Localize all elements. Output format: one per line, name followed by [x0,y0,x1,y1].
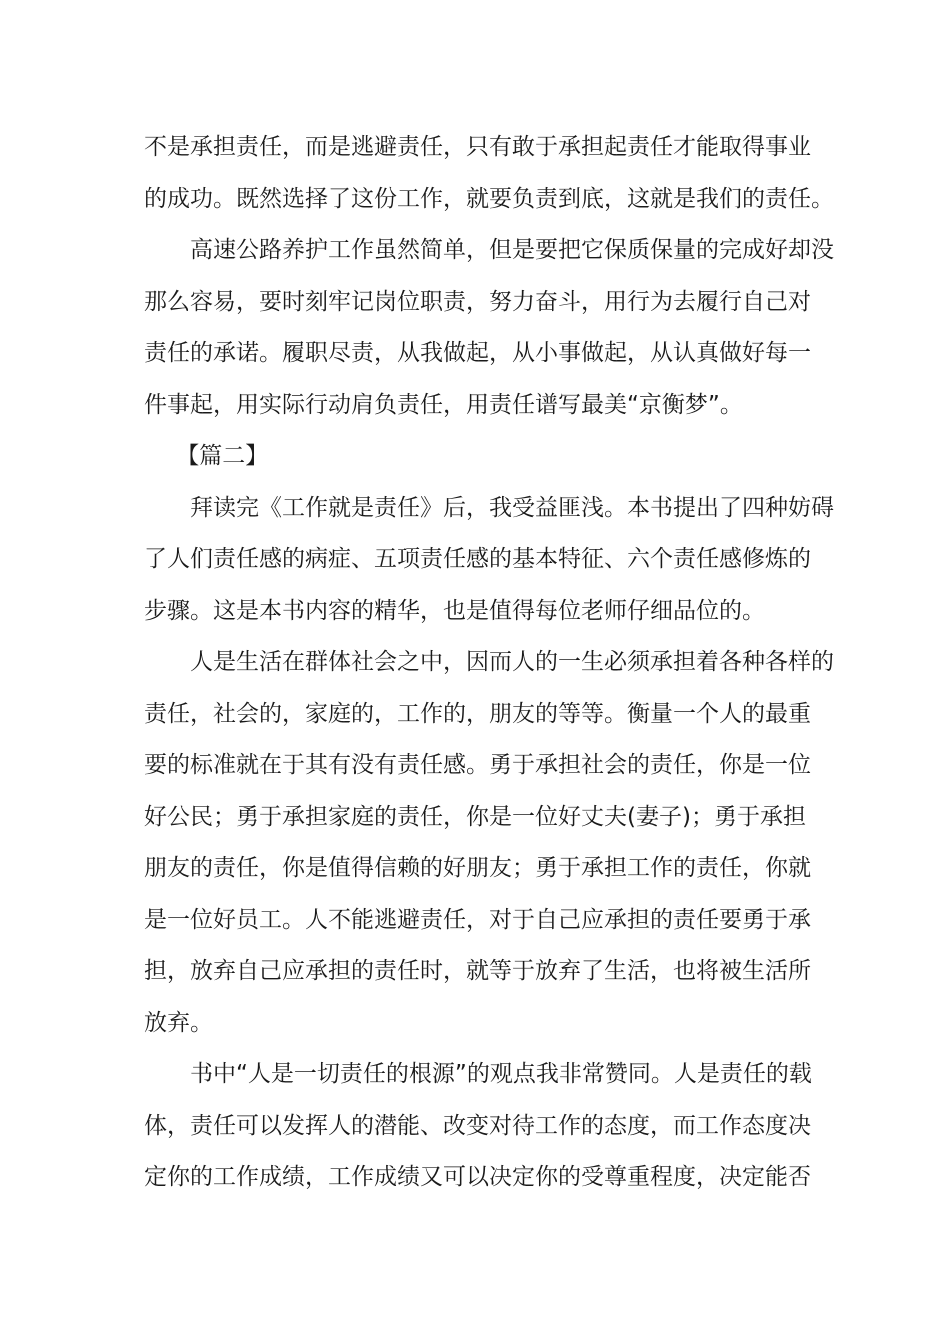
text-line: 定你的工作成绩，工作成绩又可以决定你的受尊重程度，决定能否 [144,1164,811,1190]
text-line: 放弃。 [144,1009,213,1036]
text-line: 担，放弃自己应承担的责任时，就等于放弃了生活，也将被生活所 [144,958,811,984]
text-line: 责任，社会的，家庭的，工作的，朋友的等等。衡量一个人的最重 [144,700,811,727]
paragraph-social-responsibility [144,637,834,1049]
paragraph-highway-maintenance [144,225,834,431]
text-line: 步骤。这是本书内容的精华，也是值得每位老师仔细品位的。 [144,597,765,624]
text-line: 体，责任可以发挥人的潜能、改变对待工作的态度，而工作态度决 [144,1112,811,1139]
text-line: 拜读完《工作就是责任》后，我受益匪浅。本书提出了四种妨碍 [190,494,834,521]
paragraph-book-intro [144,483,834,638]
text-line: 的成功。既然选择了这份工作，就要负责到底，这就是我们的责任。 [144,185,834,212]
text-line: 那么容易，要时刻牢记岗位职责，努力奋斗，用行为去履行自己对 [144,288,811,315]
text-line: 件事起，用实际行动肩负责任，用责任谱写最美“京衡梦”。 [144,391,743,418]
text-line: 要的标准就在于其有没有责任感。勇于承担社会的责任，你是一位 [144,752,811,778]
text-line: 高速公路养护工作虽然简单，但是要把它保质保量的完成好却没 [190,237,834,263]
document-body [144,122,834,1204]
paragraph-root-of-responsibility [144,1049,812,1204]
text-line: 责任的承诺。履职尽责，从我做起，从小事做起，从认真做好每一 [144,340,811,366]
text-line: 人是生活在群体社会之中，因而人的一生必须承担着各种各样的 [190,649,834,675]
text-line: 是一位好员工。人不能逃避责任，对于自己应承担的责任要勇于承 [144,906,811,933]
section-heading: 【篇二】 [176,443,269,469]
text-line: 朋友的责任，你是值得信赖的好朋友；勇于承担工作的责任，你就 [144,855,811,881]
text-line: 不是承担责任，而是逃避责任，只有敢于承担起责任才能取得事业 [144,134,811,160]
text-line: 了人们责任感的病症、五项责任感的基本特征、六个责任感修炼的 [144,546,811,572]
text-line: 好公民；勇于承担家庭的责任，你是一位好丈夫(妻子)；勇于承担 [144,803,806,830]
paragraph-continuation [144,122,834,225]
text-line: 书中“人是一切责任的根源”的观点我非常赞同。人是责任的载 [190,1061,812,1087]
